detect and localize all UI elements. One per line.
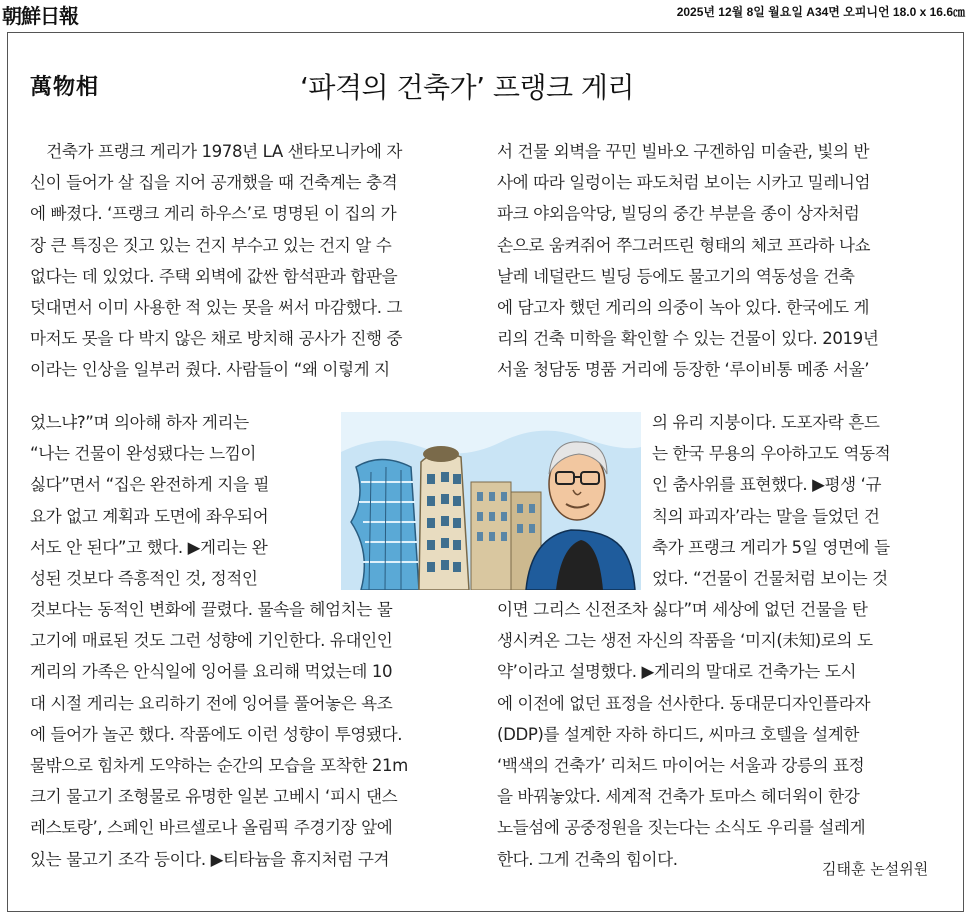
illustration-icon [341,412,641,590]
text-line: 에 들어가 놀곤 했다. 작품에도 이런 성향이 투영됐다. [30,724,403,744]
text-line: 에 이전에 없던 표정을 선사한다. 동대문디자인플라자 [497,693,871,713]
text-line: 생시켜온 그는 생전 자신의 작품을 ‘미지(未知)로의 도 [497,631,873,651]
text-line: 게리의 가족은 안식일에 잉어를 요리해 먹었는데 10 [30,662,393,682]
byline: 김태훈 논설위원 [822,860,929,878]
text-line: 장 큰 특징은 짓고 있는 건지 부수고 있는 건지 알 수 [30,235,392,255]
text-line: 약’이라고 설명했다. ▶게리의 말대로 건축가는 도시 [497,662,857,682]
column-name: 萬物相 [30,74,100,100]
text-line: 날레 네덜란드 빌딩 등에도 물고기의 역동성을 건축 [497,266,855,286]
text-line: 노들섬에 공중정원을 짓는다는 소식도 우리를 설레게 [497,818,866,838]
text-line: 는 한국 무용의 우아하고도 역동적 [652,444,891,464]
column-2-top [497,136,878,386]
text-line: 레스토랑’, 스페인 바르셀로나 올림픽 주경기장 앞에 [30,818,393,838]
text-line: 서울 청담동 명품 거리에 등장한 ‘루이비통 메종 서울’ [497,360,870,380]
text-line: 물밖으로 힘차게 도약하는 순간의 모습을 포착한 21m [30,755,408,775]
text-line: 것보다는 동적인 변화에 끌렸다. 물속을 헤엄치는 물 [30,600,393,619]
text-line: 한다. 그게 건축의 힘이다. [497,849,678,869]
column-2-wrap [652,407,890,594]
text-line: 없다는 데 있었다. 주택 외벽에 값싼 함석판과 합판을 [30,266,398,286]
text-line: 서 건물 외벽을 꾸민 빌바오 구겐하임 미술관, 빛의 반 [497,142,870,161]
text-line: 신이 들어가 살 집을 지어 공개했을 때 건축계는 충격 [30,173,398,193]
text-line: 파크 야외음악당, 빌딩의 중간 부분을 종이 상자처럼 [497,204,860,224]
text-line: 싫다”면서 “집은 완전하게 지을 필 [30,475,270,495]
text-line: 인 춤사위를 표현했다. ▶평생 ‘규 [652,475,882,495]
text-line: 대 시절 게리는 요리하기 전에 잉어를 풀어놓은 욕조 [30,693,393,713]
text-line: 크기 물고기 조형물로 유명한 일본 고베시 ‘피시 댄스 [30,787,398,807]
column-1-bottom [30,594,408,875]
column-1-top [30,136,402,386]
text-line: 을 바꿔놓았다. 세계적 건축가 토마스 헤더윅이 한강 [497,787,860,807]
publication-info: 2025년 12월 8일 월요일 A34면 오피니언 18.0 x 16.6㎝ [676,5,965,19]
text-line: 고기에 매료된 것도 그런 성향에 기인한다. 유대인인 [30,631,393,651]
text-line: 이라는 인상을 일부러 줬다. 사람들이 “왜 이렇게 지 [30,360,390,380]
text-line: (DDP)를 설계한 자하 하디드, 씨마크 호텔을 설계한 [497,724,859,744]
text-line: 었느냐?”며 의아해 하자 게리는 [30,413,249,432]
text-line: “나는 건물이 완성됐다는 느낌이 [30,444,257,464]
text-line: 서도 안 된다”고 했다. ▶게리는 완 [30,537,268,557]
headline: ‘파격의 건축가’ 프랭크 게리 [300,71,635,104]
text-line: 의 유리 지붕이다. 도포자락 흔드 [652,413,880,432]
text-line: 덧대면서 이미 사용한 적 있는 못을 써서 마감했다. 그 [30,297,403,317]
text-line: 었다. “건물이 건물처럼 보이는 것 [652,568,888,588]
masthead [0,0,971,26]
text-line: 성된 것보다 즉흥적인 것, 정적인 [30,568,258,588]
text-line: 마저도 못을 다 박지 않은 채로 방치해 공사가 진행 중 [30,329,403,349]
text-line: 에 빠졌다. ‘프랭크 게리 하우스’로 명명된 이 집의 가 [30,204,397,224]
text-line: 이면 그리스 신전조차 싫다”며 세상에 없던 건물을 탄 [497,600,868,619]
text-line: 리의 건축 미학을 확인할 수 있는 건물이 있다. 2019년 [497,329,879,349]
text-line: 요가 없고 계획과 도면에 좌우되어 [30,506,269,526]
column-2-bottom [497,594,873,875]
text-line: 칙의 파괴자’라는 말을 들었던 건 [652,506,880,526]
text-line: 있는 물고기 조각 등이다. ▶티타늄을 휴지처럼 구겨 [30,849,390,869]
text-line: ‘백색의 건축가’ 리처드 마이어는 서울과 강릉의 표정 [497,755,865,775]
gehry-illustration [341,412,641,590]
text-line: 손으로 움켜쥐어 쭈그러뜨린 형태의 체코 프라하 나쇼 [497,235,871,255]
text-line: 사에 따라 일렁이는 파도처럼 보이는 시카고 밀레니엄 [497,173,871,193]
text-line: 에 담고자 했던 게리의 의중이 녹아 있다. 한국에도 게 [497,297,870,317]
text-line: 축가 프랭크 게리가 5일 영면에 들 [652,537,890,557]
newspaper-logo: 朝鮮日報 [2,4,78,28]
column-1-wrap [30,407,269,594]
text-line: 건축가 프랭크 게리가 1978년 LA 샌타모니카에 자 [30,142,402,161]
